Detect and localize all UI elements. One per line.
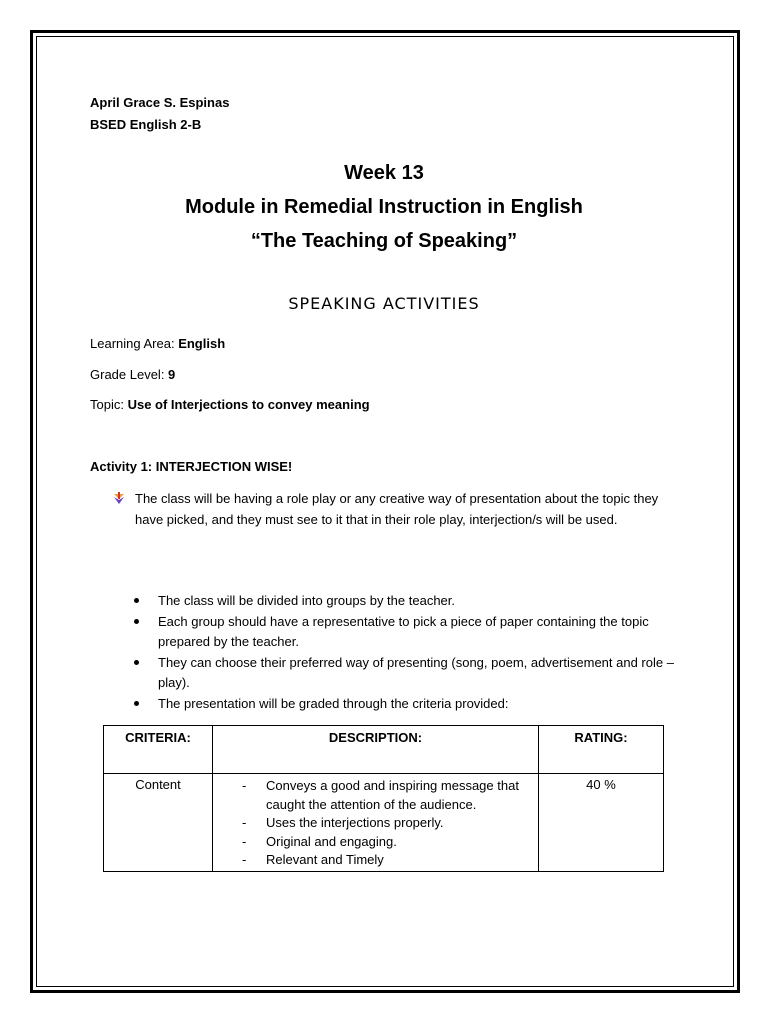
module-title: Module in Remedial Instruction in English [185,196,583,218]
cell-description [213,774,539,872]
grade-level-value: 9 [168,367,176,382]
description-list [214,777,537,870]
cell-rating: 40 % [539,774,664,872]
grade-level [90,367,175,383]
grade-level-label: Grade Level: [90,367,169,382]
list-item: They can choose their preferred way of presenting (song, poem, advertisement and role – play). [134,653,694,694]
activity-bullets [134,591,694,714]
table-row [104,774,664,872]
criteria-table [103,725,664,872]
author-name: April Grace S. Espinas [90,95,230,110]
activity-intro: The class will be having a role play or any creative way of presentation about the topic they have picked, and they must see to it that in their role play, interjection/s will be used. [135,491,659,527]
activity-title: Activity 1: INTERJECTION WISE! [90,459,293,474]
module-subtitle: “The Teaching of Speaking” [250,230,518,252]
list-item: - Original and engaging. [242,833,537,852]
topic-label: Topic: [90,397,128,412]
learning-area-label: Learning Area: [90,336,179,351]
header-description: DESCRIPTION: [213,726,539,774]
header-rating: RATING: [539,726,664,774]
list-item: - Conveys a good and inspiring message that caught the attention of the audience. [242,777,537,814]
cell-criteria: Content [104,774,213,872]
topic [90,397,370,413]
learning-area [90,336,225,352]
table-header-row [104,726,664,774]
list-item: Each group should have a representative to pick a piece of paper containing the topic prepared by the teacher. [134,612,694,653]
section-title: SPEAKING ACTIVITIES [288,294,480,313]
list-item: - Relevant and Timely [242,851,537,870]
list-item: - Uses the interjections properly. [242,814,537,833]
list-item: The presentation will be graded through the criteria provided: [134,694,694,715]
arrow-down-icon [112,492,126,506]
header-criteria: CRITERIA: [104,726,213,774]
list-item: The class will be divided into groups by the teacher. [134,591,694,612]
week-title: Week 13 [344,162,424,184]
author-course: BSED English 2-B [90,117,202,132]
learning-area-value: English [178,336,226,351]
topic-value: Use of Interjections to convey meaning [127,397,370,412]
